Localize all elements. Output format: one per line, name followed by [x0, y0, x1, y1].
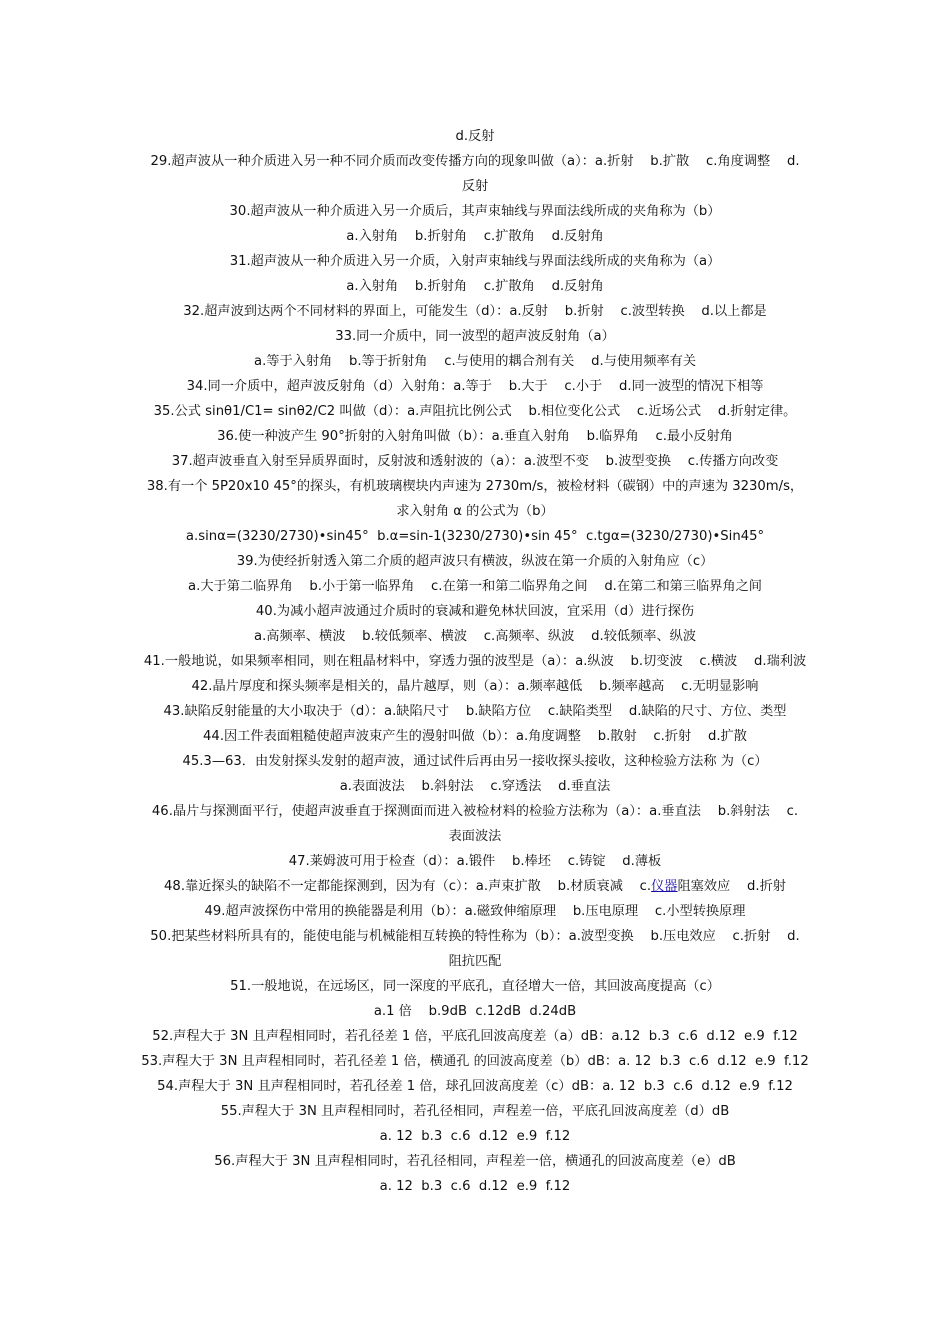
question-30: 30.超声波从一种介质进入另一介质后，其声束轴线与界面法线所成的夹角称为（b） — [229, 204, 721, 219]
question-48 — [140, 874, 810, 899]
question-34: 34.同一介质中，超声波反射角（d）入射角：a.等于 b.大于 c.小于 d.同一波型的情况下相等 — [186, 379, 764, 394]
question-41: 41.一般地说，如果频率相同，则在粗晶材料中，穿透力强的波型是（a）：a.纵波 b.切变波 c.横波 d.瑞利波 — [143, 654, 807, 669]
question-36: 36.使一种波产生 90°折射的入射角叫做（b）：a.垂直入射角 b.临界角 c.最小反射角 — [217, 429, 733, 444]
options-51: a.1 倍 b.9dB c.12dB d.24dB — [373, 1004, 577, 1019]
question-50: 50.把某些材料所具有的，能使电能与机械能相互转换的特性称为（b）：a.波型变换 b.压电效应 c.折射 d.阻抗匹配 — [150, 929, 800, 969]
question-31: 31.超声波从一种介质进入另一介质，入射声束轴线与界面法线所成的夹角称为（a） — [229, 254, 721, 269]
question-32: 32.超声波到达两个不同材料的界面上，可能发生（d）：a.反射 b.折射 c.波型转换 d.以上都是 — [183, 304, 767, 319]
question-44: 44.因工件表面粗糙使超声波束产生的漫射叫做（b）：a.角度调整 b.散射 c.折射 d.扩散 — [203, 729, 747, 744]
question-49: 49.超声波探伤中常用的换能器是利用（b）：a.磁致伸缩原理 b.压电原理 c.小型转换原理 — [204, 904, 746, 919]
options-39: a.大于第二临界角 b.小于第一临界角 c.在第一和第二临界角之间 d.在第二和第三临界角之间 — [188, 579, 762, 594]
question-39: 39.为使经折射透入第二介质的超声波只有横波，纵波在第一介质的入射角应（c） — [236, 554, 714, 569]
options-40: a.高频率、横波 b.较低频率、横波 c.高频率、纵波 d.较低频率、纵波 — [253, 629, 697, 644]
options-33: a.等于入射角 b.等于折射角 c.与使用的耦合剂有关 d.与使用频率有关 — [253, 354, 697, 369]
question-52: 52.声程大于 3N 且声程相同时，若孔径差 1 倍，平底孔回波高度差（a）dB：a.12 b.3 c.6 d.12 e.9 f.12 — [152, 1029, 798, 1044]
question-33: 33.同一介质中，同一波型的超声波反射角（a） — [335, 329, 615, 344]
options-55: a. 12 b.3 c.6 d.12 e.9 f.12 — [379, 1129, 571, 1144]
instrument-link[interactable]: 仪器 — [651, 879, 678, 894]
options-45: a.表面波法 b.斜射法 c.穿透法 d.垂直法 — [339, 779, 611, 794]
question-43: 43.缺陷反射能量的大小取决于（d）：a.缺陷尺寸 b.缺陷方位 c.缺陷类型 d.缺陷的尺寸、方位、类型 — [163, 704, 787, 719]
question-37: 37.超声波垂直入射至异质界面时，反射波和透射波的（a）：a.波型不变 b.波型变换 c.传播方向改变 — [171, 454, 779, 469]
options-56: a. 12 b.3 c.6 d.12 e.9 f.12 — [379, 1179, 571, 1194]
question-48-text: 48.靠近探头的缺陷不一定都能探测到，因为有（c）：a.声束扩散 b.材质衰减 c. — [164, 879, 652, 894]
question-55: 55.声程大于 3N 且声程相同时，若孔径相同，声程差一倍，平底孔回波高度差（d）dB — [220, 1104, 730, 1119]
question-29: 29.超声波从一种介质进入另一种不同介质而改变传播方向的现象叫做（a）：a.折射 b.扩散 c.角度调整 d.反射 — [150, 154, 800, 194]
question-56: 56.声程大于 3N 且声程相同时，若孔径相同，声程差一倍，横通孔的回波高度差（e）dB — [214, 1154, 736, 1169]
text-line: d.反射 — [455, 129, 495, 144]
question-38: 38.有一个 5P20x10 45°的探头，有机玻璃楔块内声速为 2730m/s，被检材料（碳钢）中的声速为 3230m/s，求入射角 α 的公式为（b） — [146, 479, 804, 519]
options-31: a.入射角 b.折射角 c.扩散角 d.反射角 — [346, 279, 604, 294]
options-30: a.入射角 b.折射角 c.扩散角 d.反射角 — [346, 229, 604, 244]
question-47: 47.莱姆波可用于检查（d）：a.锻件 b.棒坯 c.铸锭 d.薄板 — [288, 854, 662, 869]
question-46: 46.晶片与探测面平行，使超声波垂直于探测面而进入被检材料的检验方法称为（a）：a.垂直法 b.斜射法 c.表面波法 — [151, 804, 799, 844]
question-51: 51.一般地说，在远场区，同一深度的平底孔，直径增大一倍，其回波高度提高（c） — [230, 979, 720, 994]
question-45: 45.3—63．由发射探头发射的超声波，通过试件后再由另一接收探头接收，这种检验方法称 为（c） — [182, 754, 768, 769]
question-54: 54.声程大于 3N 且声程相同时，若孔径差 1 倍，球孔回波高度差（c）dB：a. 12 b.3 c.6 d.12 e.9 f.12 — [157, 1079, 793, 1094]
question-35: 35.公式 sinθ1/C1= sinθ2/C2 叫做（d）：a.声阻抗比例公式 b.相位变化公式 c.近场公式 d.折射定律。 — [153, 404, 797, 419]
document-body — [140, 124, 810, 1199]
question-48-text-end: 阻塞效应 d.折射 — [677, 879, 786, 894]
question-40: 40.为减小超声波通过介质时的衰减和避免林状回波，宜采用（d）进行探伤 — [255, 604, 695, 619]
question-53: 53.声程大于 3N 且声程相同时，若孔径差 1 倍，横通孔 的回波高度差（b）dB：a. 12 b.3 c.6 d.12 e.9 f.12 — [141, 1054, 809, 1069]
options-38: a.sinα=(3230/2730)•sin45° b.α=sin-1(3230/2730)•sin 45° c.tgα=(3230/2730)•Sin45° — [185, 529, 765, 544]
question-42: 42.晶片厚度和探头频率是相关的，晶片越厚，则（a）：a.频率越低 b.频率越高 c.无明显影响 — [191, 679, 759, 694]
